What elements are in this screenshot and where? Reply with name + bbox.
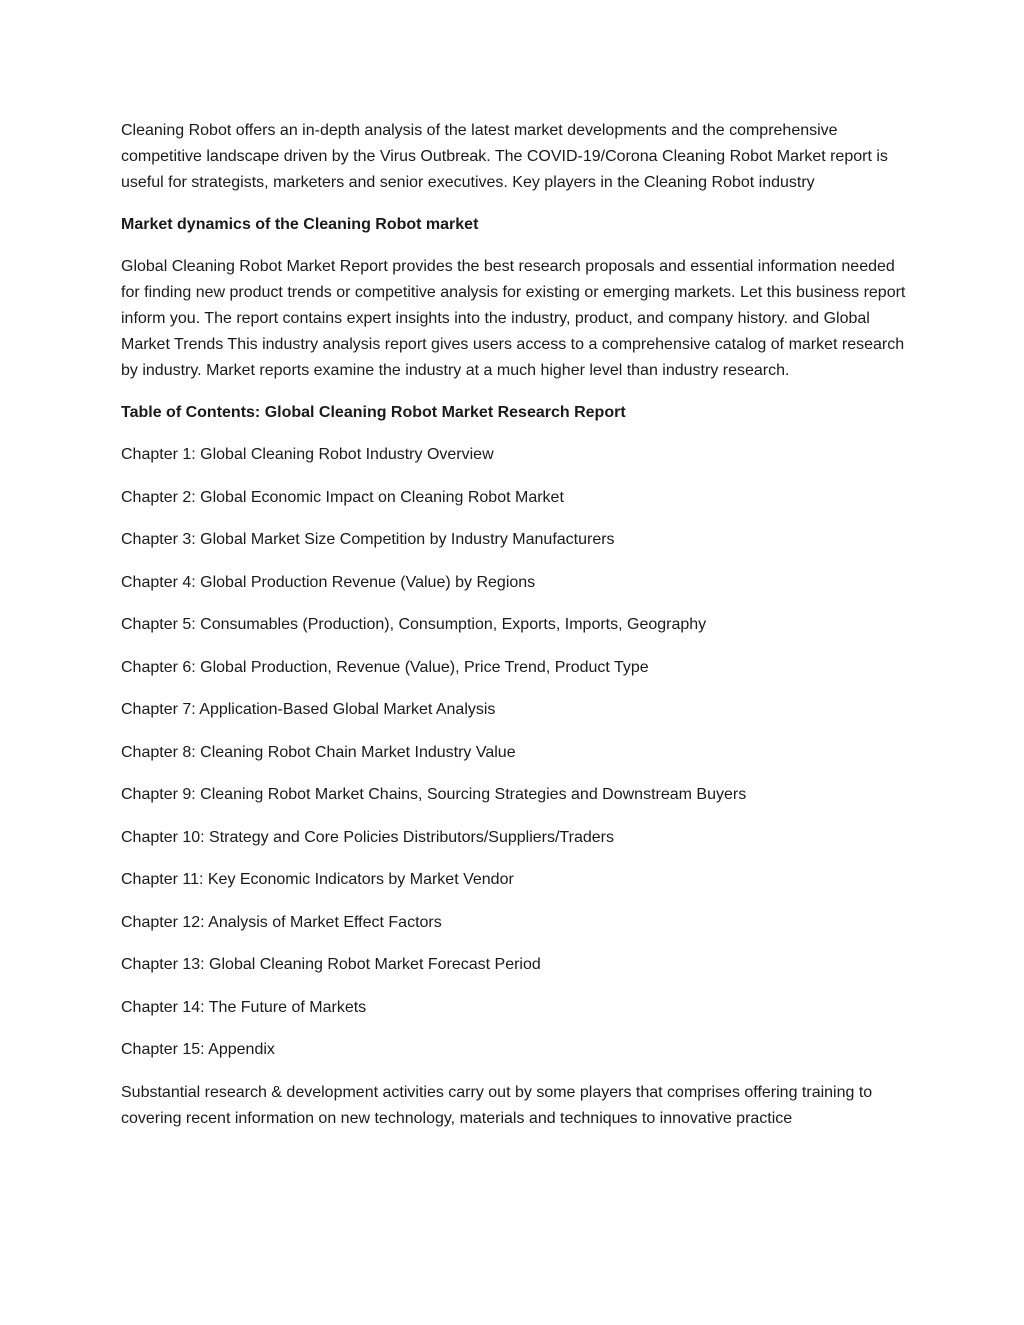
toc-chapter-15: Chapter 15: Appendix <box>121 1041 275 1058</box>
table-of-contents-heading: Table of Contents: Global Cleaning Robot Market Research Report <box>121 404 626 421</box>
toc-chapter-12: Chapter 12: Analysis of Market Effect Factors <box>121 913 442 931</box>
toc-chapter-8: Chapter 8: Cleaning Robot Chain Market Industry Value <box>121 743 516 761</box>
toc-chapter-3: Chapter 3: Global Market Size Competition by Industry Manufacturers <box>121 531 615 548</box>
toc-chapter-10: Chapter 10: Strategy and Core Policies Distributors/Suppliers/Traders <box>121 828 614 846</box>
toc-chapter-9: Chapter 9: Cleaning Robot Market Chains, Sourcing Strategies and Downstream Buyers <box>121 786 747 803</box>
toc-chapter-2: Chapter 2: Global Economic Impact on Cleaning Robot Market <box>121 488 564 506</box>
table-of-contents-list <box>121 442 911 1063</box>
toc-chapter-11: Chapter 11: Key Economic Indicators by Market Vendor <box>121 871 514 888</box>
document-body <box>121 118 911 1148</box>
toc-chapter-7: Chapter 7: Application-Based Global Market Analysis <box>121 701 496 718</box>
intro-paragraph: Cleaning Robot offers an in-depth analysis of the latest market developments and the comprehensive competitive landscape driven by the Virus Outbreak. The COVID-19/Corona Cleaning Robot Market report is useful for strategists, marketers and senior executives. Key players in the Cleaning Robot industry <box>121 122 888 191</box>
market-dynamics-paragraph: Global Cleaning Robot Market Report provides the best research proposals and essential information needed for finding new product trends or competitive analysis for existing or emerging markets. Let this business report inform you. The report contains expert insights into the industry, product, and company history. and Global Market Trends This industry analysis report gives users access to a comprehensive catalog of market research by industry. Market reports examine the industry at a much higher level than industry research. <box>121 258 906 379</box>
toc-chapter-14: Chapter 14: The Future of Markets <box>121 998 367 1016</box>
toc-chapter-4: Chapter 4: Global Production Revenue (Value) by Regions <box>121 573 536 591</box>
toc-chapter-6: Chapter 6: Global Production, Revenue (Value), Price Trend, Product Type <box>121 658 649 676</box>
market-dynamics-heading: Market dynamics of the Cleaning Robot market <box>121 216 479 233</box>
toc-chapter-1: Chapter 1: Global Cleaning Robot Industry Overview <box>121 446 494 463</box>
closing-paragraph: Substantial research & development activities carry out by some players that comprises offering training to covering recent information on new technology, materials and techniques to innovative practice <box>121 1083 873 1127</box>
toc-chapter-5: Chapter 5: Consumables (Production), Consumption, Exports, Imports, Geography <box>121 616 707 633</box>
toc-chapter-13: Chapter 13: Global Cleaning Robot Market Forecast Period <box>121 956 541 973</box>
